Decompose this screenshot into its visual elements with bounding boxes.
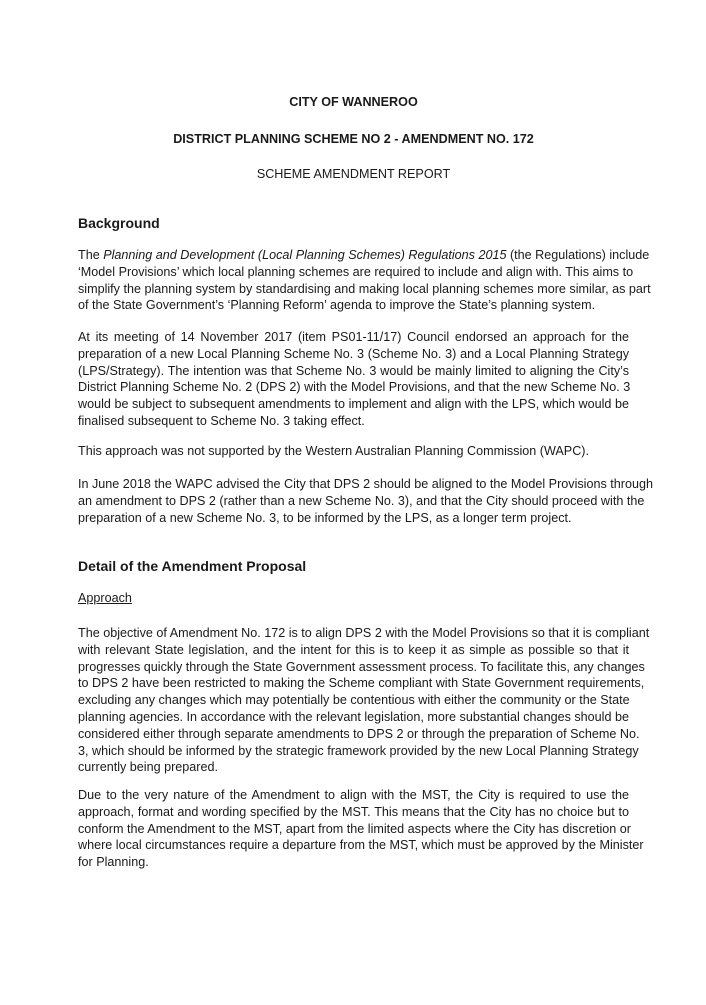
paragraph-line: progresses quickly through the State Government assessment process. To facilitate this, any changes xyxy=(78,659,645,674)
paragraph-line: would be subject to subsequent amendments to implement and align with the LPS, which would be xyxy=(78,397,629,412)
background-paragraph-2 xyxy=(78,329,629,430)
detail-paragraph-2 xyxy=(78,787,644,871)
detail-paragraph-1 xyxy=(78,625,650,776)
paragraph-line: preparation of a new Local Planning Scheme No. 3 (Scheme No. 3) and a Local Planning Strategy xyxy=(78,346,629,361)
background-paragraph-4 xyxy=(78,476,653,526)
detail-heading: Detail of the Amendment Proposal xyxy=(78,558,307,574)
paragraph-line: preparation of a new Scheme No. 3, to be informed by the LPS, as a longer term project. xyxy=(78,510,572,525)
report-title: SCHEME AMENDMENT REPORT xyxy=(256,167,451,181)
city-title: CITY OF WANNEROO xyxy=(289,95,418,109)
approach-subheading: Approach xyxy=(78,591,132,605)
regulations-title: Planning and Development (Local Planning Schemes) Regulations 2015 xyxy=(103,248,507,262)
background-paragraph-1 xyxy=(78,247,651,314)
background-paragraph-3 xyxy=(78,443,629,460)
paragraph-line: In June 2018 the WAPC advised the City that DPS 2 should be aligned to the Model Provisions through xyxy=(78,477,653,491)
paragraph-line: planning agencies. In accordance with the relevant legislation, more substantial changes should be xyxy=(78,709,629,724)
background-p1-line-3: simplify the planning system by standardising and making local planning schemes more similar, as part xyxy=(78,281,651,296)
paragraph-line: approach, format and wording specified by the MST. This means that the City has no choice but to xyxy=(78,804,629,819)
paragraph-line: excluding any changes which may potentially be contentious with either the community or the State xyxy=(78,693,630,708)
paragraph-line: finalised subsequent to Scheme No. 3 taking effect. xyxy=(78,413,365,428)
paragraph-line: This approach was not supported by the Western Australian Planning Commission (WAPC). xyxy=(78,444,589,458)
background-p1-line-2: ‘Model Provisions’ which local planning schemes are required to include and align with. This aims to xyxy=(78,264,634,279)
paragraph-line: The objective of Amendment No. 172 is to align DPS 2 with the Model Provisions so that it is compliant xyxy=(78,626,650,640)
paragraph-line: 3, which should be informed by the strategic framework provided by the new Local Planning Strategy xyxy=(78,743,639,758)
p1-tail-text: (the Regulations) include xyxy=(506,248,650,262)
paragraph-line: considered either through separate amendments to DPS 2 or through the preparation of Scheme No. xyxy=(78,726,640,741)
paragraph-line: conform the Amendment to the MST, apart from the limited aspects where the City has discretion or xyxy=(78,821,631,836)
p1-lead-text: The xyxy=(78,248,104,262)
background-heading: Background xyxy=(78,215,160,231)
paragraph-line: to DPS 2 have been restricted to making the Scheme compliant with State Government requirements, xyxy=(78,676,645,691)
background-p1-line-4: of the State Government’s ‘Planning Reform’ agenda to improve the State’s planning system. xyxy=(78,298,596,313)
paragraph-line: where local circumstances require a departure from the MST, which must be approved by the Minister xyxy=(78,838,644,853)
paragraph-line: an amendment to DPS 2 (rather than a new Scheme No. 3), and that the City should proceed with the xyxy=(78,493,645,508)
scheme-title: DISTRICT PLANNING SCHEME NO 2 - AMENDMENT NO. 172 xyxy=(173,132,534,146)
paragraph-line: for Planning. xyxy=(78,855,149,870)
paragraph-line: Due to the very nature of the Amendment to align with the MST, the City is required to use the xyxy=(78,788,629,802)
paragraph-line: At its meeting of 14 November 2017 (item PS01-11/17) Council endorsed an approach for the xyxy=(78,330,629,344)
background-p1-line-1 xyxy=(78,247,650,264)
paragraph-line: District Planning Scheme No. 2 (DPS 2) with the Model Provisions, and that the new Scheme No. 3 xyxy=(78,380,631,395)
paragraph-line: (LPS/Strategy). The intention was that Scheme No. 3 would be mainly limited to aligning the City’s xyxy=(78,363,629,378)
paragraph-line: with relevant State legislation, and the intent for this is to keep it as simple as possible so that it xyxy=(78,642,629,657)
paragraph-line: currently being prepared. xyxy=(78,760,219,775)
